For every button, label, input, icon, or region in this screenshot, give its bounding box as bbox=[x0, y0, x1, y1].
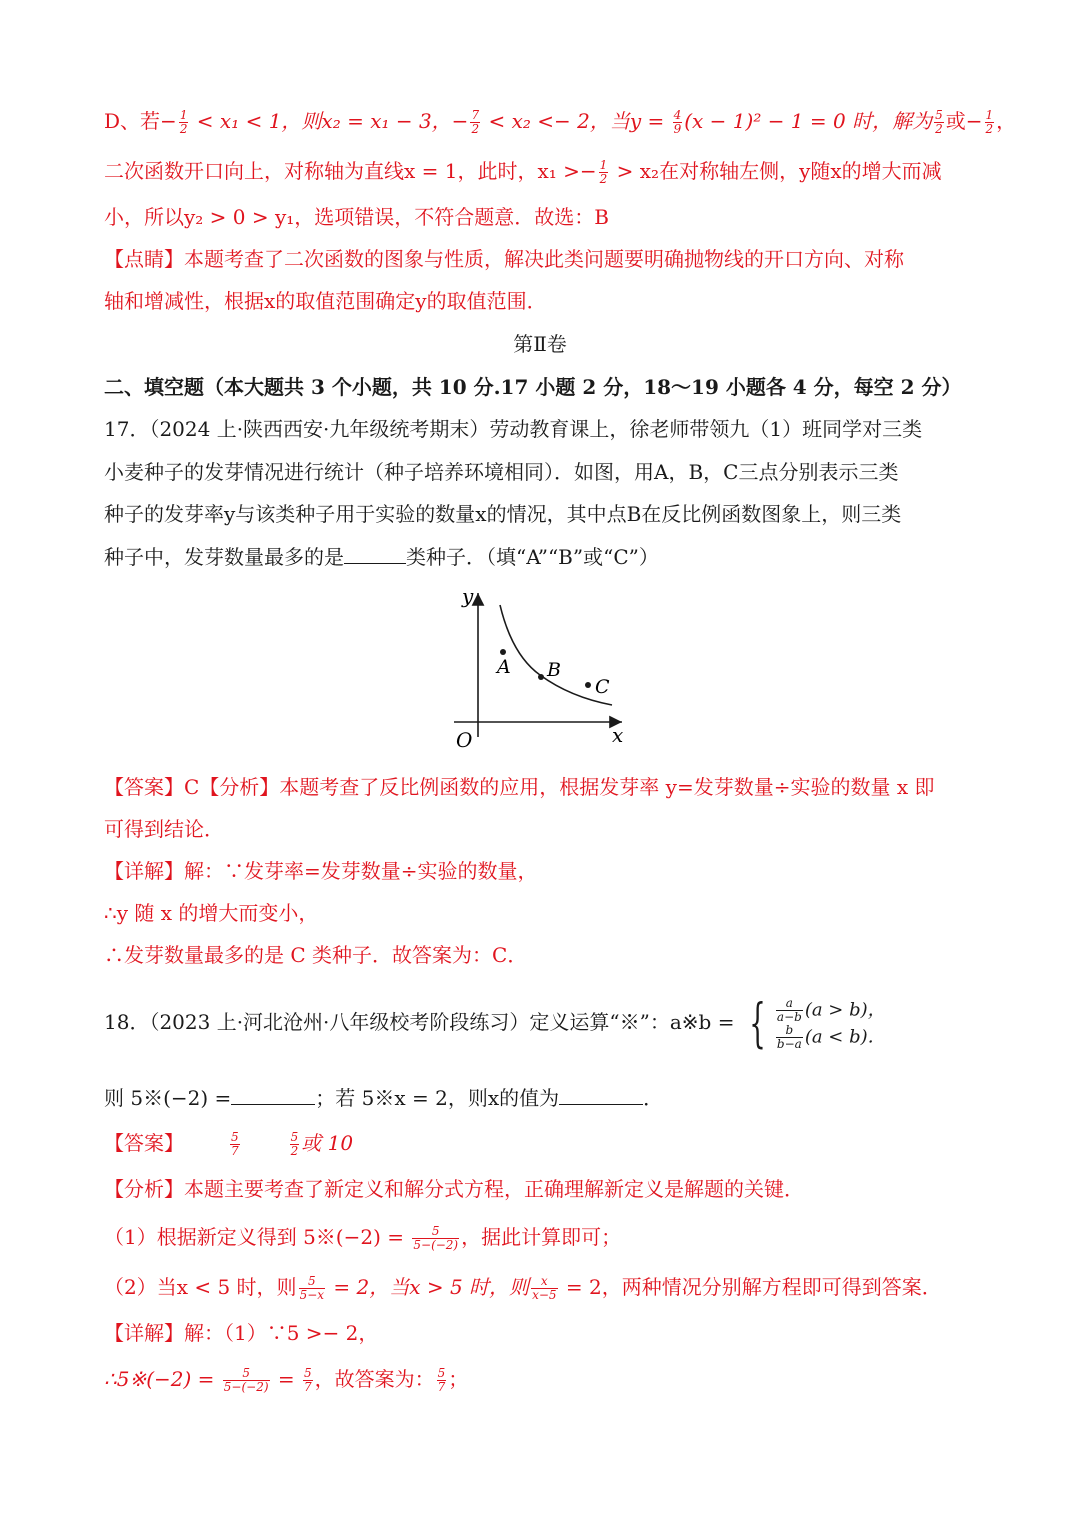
denominator: 2 bbox=[471, 122, 480, 136]
q18-answer bbox=[104, 1130, 353, 1158]
fraction bbox=[934, 109, 944, 136]
condition: (a < b)． bbox=[804, 1026, 886, 1047]
fraction bbox=[470, 109, 480, 136]
numerator: 5 bbox=[935, 108, 943, 122]
point-c-label: C bbox=[595, 676, 610, 698]
dianjing-line2: 轴和增减性，根据x的取值范围确定y的取值范围． bbox=[104, 289, 547, 313]
option-d-line3: 小，所以y₂ > 0 > y₁，选项错误，不符合题意．故选：B bbox=[104, 205, 609, 229]
denominator: 9 bbox=[673, 122, 682, 136]
denominator: a−b bbox=[776, 1009, 802, 1024]
numerator: 7 bbox=[471, 108, 480, 122]
text: 种子中，发芽数量最多的是 bbox=[104, 545, 344, 569]
condition: (a > b)， bbox=[804, 999, 886, 1020]
option-d-line2 bbox=[104, 158, 942, 186]
q17-line1: 17．（2024 上·陕西西安·九年级统考期末）劳动教育课上，徐老师带领九（1）班同学对三类 bbox=[104, 417, 923, 441]
point-b-label: B bbox=[547, 659, 561, 681]
fraction bbox=[985, 109, 995, 136]
text: − bbox=[160, 109, 177, 133]
denominator: 2 bbox=[179, 122, 188, 136]
point-a bbox=[500, 649, 506, 655]
fraction bbox=[299, 1275, 325, 1302]
q18-line2 bbox=[104, 1084, 663, 1111]
q18-line1 bbox=[104, 992, 886, 1054]
q17-detail2: ∴y 随 x 的增大而变小， bbox=[104, 901, 319, 925]
text: 则 5※(−2) = bbox=[104, 1086, 232, 1110]
text: （2）当x < 5 时，则 bbox=[104, 1275, 297, 1299]
denominator: b−a bbox=[776, 1036, 802, 1051]
fraction bbox=[673, 109, 683, 136]
fraction bbox=[179, 109, 189, 136]
text: (x − 1)² − 1 = 0 时，解为 bbox=[684, 109, 933, 133]
numerator: 1 bbox=[599, 158, 608, 172]
numerator: 4 bbox=[673, 108, 682, 122]
text: < x₂ <− 2，当y = bbox=[482, 109, 671, 133]
y-axis-label: y bbox=[462, 585, 474, 608]
denominator: 7 bbox=[437, 1380, 446, 1394]
numerator: 5 bbox=[304, 1366, 312, 1380]
denominator: 2 bbox=[935, 122, 943, 136]
dianjing-line1: 【点睛】本题考查了二次函数的图象与性质，解决此类问题要明确抛物线的开口方向、对称 bbox=[104, 247, 904, 271]
q17-line2: 小麦种子的发芽情况进行统计（种子培养环境相同）．如图，用A，B，C三点分别表示三类 bbox=[104, 460, 899, 484]
text: D、若 bbox=[104, 109, 161, 133]
denominator: 5−(−2) bbox=[223, 1380, 269, 1394]
denominator: 7 bbox=[304, 1380, 312, 1394]
section-heading: 二、填空题（本大题共 3 个小题，共 10 分.17 小题 2 分，18～19 小题各 4 分，每空 2 分） bbox=[104, 375, 962, 399]
q18-analysis: 【分析】本题主要考查了新定义和解分式方程，正确理解新定义是解题的关键． bbox=[104, 1177, 804, 1201]
denominator: 2 bbox=[985, 122, 994, 136]
text: = bbox=[271, 1367, 302, 1391]
text: 18．（2023 上·河北沧州·八年级校考阶段练习）定义运算“※”：a※b = bbox=[104, 1010, 741, 1034]
denominator: 2 bbox=[290, 1144, 299, 1158]
fraction bbox=[303, 1367, 313, 1394]
origin-label: O bbox=[456, 728, 473, 752]
fraction bbox=[437, 1367, 447, 1394]
piecewise-definition bbox=[741, 994, 886, 1054]
x-axis-label: x bbox=[612, 723, 624, 747]
text: 二次函数开口向上，对称轴为直线x = 1，此时，x₁ >− bbox=[104, 159, 597, 183]
text: ∴5※(−2) = bbox=[104, 1367, 221, 1391]
text: ，据此计算即可； bbox=[461, 1225, 622, 1249]
numerator: 1 bbox=[179, 108, 188, 122]
denominator: 5−(−2) bbox=[413, 1238, 459, 1252]
point-a-label: A bbox=[497, 656, 511, 678]
text: 或 10 bbox=[301, 1131, 354, 1155]
answer-blank[interactable] bbox=[344, 543, 406, 564]
text: 或− bbox=[945, 109, 983, 133]
numerator: 5 bbox=[231, 1130, 239, 1144]
numerator: 5 bbox=[437, 1366, 446, 1380]
numerator: 5 bbox=[299, 1275, 325, 1289]
fraction bbox=[230, 1131, 240, 1158]
text: = 2，当x > 5 时，则 bbox=[327, 1275, 530, 1299]
q18-step2 bbox=[104, 1274, 942, 1302]
q18-detail2 bbox=[104, 1366, 468, 1394]
point-c bbox=[585, 682, 591, 688]
denominator: x−5 bbox=[532, 1288, 557, 1302]
cases bbox=[774, 997, 886, 1051]
section-title: 第Ⅱ卷 bbox=[513, 332, 567, 356]
text: 【答案】 bbox=[104, 1131, 184, 1155]
numerator: 5 bbox=[290, 1130, 299, 1144]
fraction bbox=[776, 997, 803, 1024]
text: 类种子．（填“A”“B”或“C”） bbox=[406, 545, 659, 569]
denominator: 7 bbox=[231, 1144, 239, 1158]
case-2 bbox=[774, 1024, 886, 1051]
text: （1）根据新定义得到 5※(−2) = bbox=[104, 1225, 411, 1249]
q17-line4 bbox=[104, 543, 659, 570]
numerator: x bbox=[531, 1275, 557, 1289]
q17-detail1: 【详解】解：∵发芽率=发芽数量÷实验的数量， bbox=[104, 859, 538, 883]
brace: { bbox=[749, 993, 766, 1054]
text: ，故答案为： bbox=[314, 1367, 435, 1391]
case-1 bbox=[774, 997, 886, 1024]
fraction bbox=[599, 159, 609, 186]
numerator: 1 bbox=[985, 108, 994, 122]
q17-answer-line1: 【答案】C【分析】本题考查了反比例函数的应用，根据发芽率 y=发芽数量÷实验的数量 x 即 bbox=[104, 775, 935, 799]
text: ； bbox=[448, 1367, 469, 1391]
q18-step1 bbox=[104, 1224, 621, 1252]
fraction bbox=[223, 1367, 270, 1394]
text: < x₁ < 1，则x₂ = x₁ − 3，− bbox=[190, 109, 469, 133]
text: ；若 5※x = 2，则x的值为 bbox=[315, 1086, 560, 1110]
fraction bbox=[412, 1225, 459, 1252]
text: ． bbox=[643, 1086, 664, 1110]
inverse-function-figure bbox=[440, 585, 640, 755]
fraction bbox=[290, 1131, 300, 1158]
q17-line3: 种子的发芽率y与该类种子用于实验的数量x的情况，其中点B在反比例函数图象上，则三类 bbox=[104, 502, 902, 526]
answer-blank-2[interactable] bbox=[559, 1084, 643, 1105]
numerator: a bbox=[776, 997, 803, 1011]
numerator: 5 bbox=[412, 1225, 459, 1239]
option-d-line1 bbox=[104, 108, 1016, 136]
fraction bbox=[776, 1024, 803, 1051]
denominator: 2 bbox=[599, 172, 608, 186]
q17-detail3: ∴发芽数量最多的是 C 类种子．故答案为：C． bbox=[104, 943, 528, 967]
numerator: b bbox=[776, 1024, 803, 1038]
text: ， bbox=[996, 109, 1017, 133]
answer-blank-1[interactable] bbox=[231, 1084, 315, 1105]
q18-detail1: 【详解】解：（1）∵5 >− 2， bbox=[104, 1321, 379, 1345]
denominator: 5−x bbox=[299, 1288, 325, 1302]
point-b bbox=[538, 674, 544, 680]
fraction bbox=[531, 1275, 557, 1302]
text: > x₂在对称轴左侧，y随x的增大而减 bbox=[610, 159, 942, 183]
numerator: 5 bbox=[223, 1367, 270, 1381]
text: = 2，两种情况分别解方程即可得到答案． bbox=[559, 1275, 942, 1299]
q17-answer-line2: 可得到结论． bbox=[104, 817, 224, 841]
